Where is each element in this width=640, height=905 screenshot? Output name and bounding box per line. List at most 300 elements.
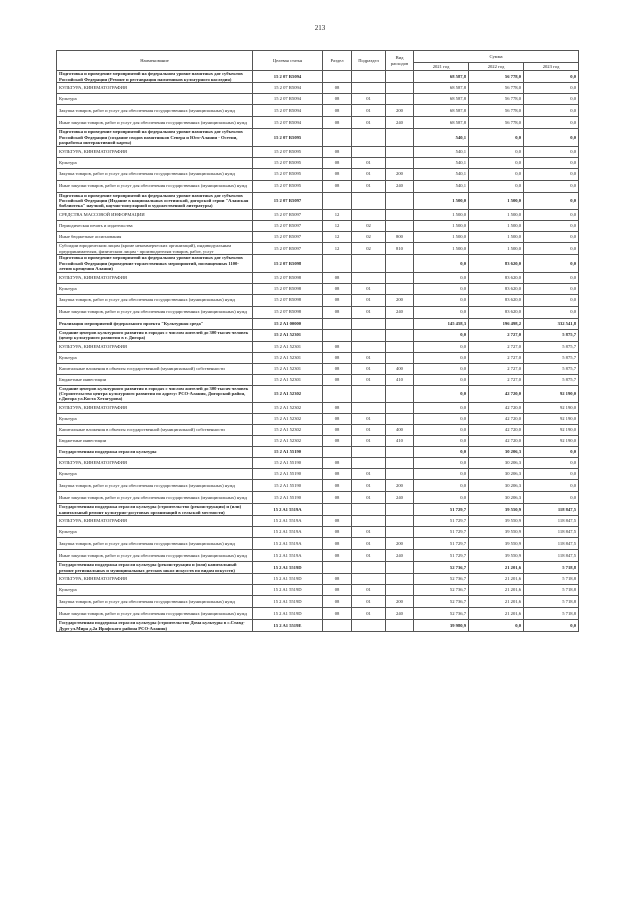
row-name: КУЛЬТУРА, КИНЕМАТОГРАФИЯ [57,341,253,352]
row-sum-2022: 21 201,6 [469,608,524,620]
row-sum-2021: 68 587,8 [414,83,469,94]
row-section: 08 [323,272,352,283]
table-row [57,168,579,180]
row-name: Подготовка и проведение мероприятий на федеральном уровне памятных дат субъектов Российской Федерации (проведение торжественных мероприятий, посвященных 1100-летию крещения Алании) [57,255,253,273]
row-sum-2022: 2 727,0 [469,352,524,363]
row-sum-2023: 0,0 [524,272,579,283]
row-name: Подготовка и проведение мероприятий на федеральном уровне памятных дат субъектов Российской Федерации (Ремонт и реставрация памятников культурного наследия) [57,71,253,83]
row-sum-2022: 0,0 [469,146,524,157]
row-sum-2021: 1 500,0 [414,192,469,210]
row-sum-2021: 1 500,0 [414,232,469,243]
row-expense-type [386,458,414,469]
row-sum-2023: 0,0 [524,94,579,105]
row-sum-2022: 2 727,0 [469,329,524,341]
row-sum-2023: 0,0 [524,83,579,94]
table-row [57,94,579,105]
row-section [323,562,352,574]
row-name: Государственная поддержка отрасли культуры (реконструкция и (или) капитальный ремонт региональных и муниципальных детских школ искусств по видам искусств) [57,562,253,574]
row-sum-2021: 0,0 [414,385,469,403]
row-subsection: 01 [352,168,386,180]
row-sum-2022: 30 206,3 [469,480,524,492]
row-sum-2023: 0,0 [524,210,579,221]
row-target-code: 15 2 07 R5098 [253,283,323,294]
table-row [57,414,579,425]
row-subsection [352,458,386,469]
row-sum-2021: 0,0 [414,352,469,363]
row-sum-2021: 0,0 [414,255,469,273]
header-year-2023: 2023 год [524,63,579,71]
row-sum-2021: 0,0 [414,447,469,458]
row-section: 08 [323,117,352,129]
table-row [57,329,579,341]
table-row [57,157,579,168]
row-sum-2023: 5 718,8 [524,596,579,608]
row-sum-2023: 0,0 [524,192,579,210]
row-sum-2021: 540,1 [414,180,469,192]
row-sum-2021: 51 729,7 [414,550,469,562]
row-section: 08 [323,105,352,117]
row-sum-2023: 0,0 [524,243,579,255]
row-name: КУЛЬТУРА, КИНЕМАТОГРАФИЯ [57,574,253,585]
table-row [57,129,579,147]
row-expense-type [386,94,414,105]
table-row [57,210,579,221]
row-expense-type [386,352,414,363]
row-sum-2022: 0,0 [469,180,524,192]
row-section: 08 [323,341,352,352]
row-section: 08 [323,168,352,180]
row-expense-type [386,272,414,283]
table-row [57,436,579,447]
table-row [57,425,579,436]
row-subsection: 01 [352,585,386,596]
row-sum-2023: 0,0 [524,105,579,117]
row-target-code: 15 2 A1 5519A [253,504,323,516]
row-subsection: 02 [352,232,386,243]
row-section: 08 [323,469,352,480]
row-sum-2023: 118 847,5 [524,538,579,550]
row-name: Иные закупки товаров, работ и услуг для обеспечения государственных (муниципальных) нужд [57,117,253,129]
row-subsection: 01 [352,425,386,436]
row-name: СРЕДСТВА МАССОВОЙ ИНФОРМАЦИИ [57,210,253,221]
row-name: Государственная поддержка отрасли культуры [57,447,253,458]
row-target-code: 15 2 07 R5098 [253,255,323,273]
row-target-code: 15 2 A1 5519A [253,538,323,550]
row-sum-2021: 540,1 [414,129,469,147]
row-subsection: 01 [352,94,386,105]
row-sum-2021: 0,0 [414,436,469,447]
row-target-code: 15 2 A1 52302 [253,414,323,425]
table-row [57,385,579,403]
row-name: Закупка товаров, работ и услуг для обеспечения государственных (муниципальных) нужд [57,596,253,608]
row-target-code: 15 2 A1 5519D [253,574,323,585]
row-name: Государственная поддержка отрасли культуры (строительство Дома культуры в с.Ставд-Дурт ул.Мира д.2а Ирафского района РСО-Алания) [57,620,253,632]
table-row [57,516,579,527]
row-target-code: 15 2 A1 52301 [253,374,323,385]
row-section [323,71,352,83]
row-sum-2023: 0,0 [524,232,579,243]
row-expense-type [386,469,414,480]
row-sum-2021: 68 587,8 [414,117,469,129]
row-name: КУЛЬТУРА, КИНЕМАТОГРАФИЯ [57,403,253,414]
row-sum-2023: 0,0 [524,168,579,180]
row-target-code: 15 2 A1 5519A [253,527,323,538]
table-row [57,596,579,608]
row-sum-2023: 0,0 [524,117,579,129]
table-row [57,492,579,504]
table-row [57,221,579,232]
row-subsection: 01 [352,157,386,168]
table-header [57,51,579,71]
row-target-code: 15 2 07 R5098 [253,306,323,318]
row-expense-type [386,329,414,341]
row-sum-2022: 30 206,3 [469,492,524,504]
row-sum-2022: 21 201,6 [469,562,524,574]
row-sum-2022: 39 550,9 [469,527,524,538]
row-subsection [352,341,386,352]
budget-table [56,50,579,632]
row-name: Закупка товаров, работ и услуг для обеспечения государственных (муниципальных) нужд [57,480,253,492]
row-sum-2021: 1 500,0 [414,210,469,221]
row-section: 12 [323,221,352,232]
table-row [57,574,579,585]
row-sum-2022: 1 500,0 [469,210,524,221]
row-sum-2021: 0,0 [414,294,469,306]
row-sum-2022: 1 500,0 [469,192,524,210]
table-row [57,538,579,550]
row-subsection [352,562,386,574]
row-subsection: 02 [352,221,386,232]
row-section: 08 [323,94,352,105]
row-subsection [352,146,386,157]
table-row [57,374,579,385]
row-subsection: 01 [352,480,386,492]
row-expense-type [386,255,414,273]
row-expense-type [386,414,414,425]
row-expense-type [386,562,414,574]
row-sum-2023: 5 875,7 [524,329,579,341]
row-subsection: 01 [352,105,386,117]
row-subsection [352,318,386,329]
row-subsection [352,516,386,527]
table-row [57,608,579,620]
row-sum-2023: 0,0 [524,458,579,469]
row-sum-2021: 0,0 [414,341,469,352]
row-sum-2022: 56 778,0 [469,71,524,83]
row-sum-2021: 0,0 [414,329,469,341]
row-name: Субсидии юридическим лицам (кроме некоммерческих организаций), индивидуальным предпринимателям, физическим лицам - производителям товаров, работ, услуг [57,243,253,255]
row-name: КУЛЬТУРА, КИНЕМАТОГРАФИЯ [57,272,253,283]
row-expense-type: 200 [386,538,414,550]
table-row [57,562,579,574]
row-expense-type [386,83,414,94]
row-subsection [352,620,386,632]
row-name: Периодическая печать и издательства [57,221,253,232]
row-sum-2022: 0,0 [469,620,524,632]
row-name: Культура [57,94,253,105]
row-sum-2022: 42 720,0 [469,414,524,425]
row-expense-type [386,221,414,232]
row-expense-type: 200 [386,596,414,608]
row-target-code: 15 2 A1 00000 [253,318,323,329]
row-target-code: 15 2 A1 52301 [253,363,323,374]
table-row [57,585,579,596]
row-target-code: 15 2 A1 52302 [253,436,323,447]
row-subsection [352,403,386,414]
table-row [57,403,579,414]
row-sum-2023: 92 190,0 [524,425,579,436]
table-row [57,255,579,273]
row-expense-type [386,283,414,294]
row-target-code: 15 2 07 R5097 [253,221,323,232]
row-name: Создание центров культурного развития в городах с числом жителей до 300 тысяч человек (центр культурного развития в г. Дигора) [57,329,253,341]
row-target-code: 15 2 07 R5095 [253,157,323,168]
row-target-code: 15 2 A1 55190 [253,480,323,492]
row-name: КУЛЬТУРА, КИНЕМАТОГРАФИЯ [57,83,253,94]
row-sum-2023: 92 190,0 [524,436,579,447]
header-year-2021: 2021 год [414,63,469,71]
row-subsection: 01 [352,608,386,620]
table-row [57,105,579,117]
row-name: КУЛЬТУРА, КИНЕМАТОГРАФИЯ [57,146,253,157]
row-sum-2022: 30 206,3 [469,458,524,469]
row-expense-type [386,504,414,516]
row-section: 08 [323,146,352,157]
row-subsection [352,255,386,273]
row-sum-2021: 0,0 [414,492,469,504]
row-section: 08 [323,516,352,527]
row-sum-2022: 39 550,9 [469,538,524,550]
table-row [57,283,579,294]
row-sum-2023: 5 718,8 [524,574,579,585]
row-section: 08 [323,527,352,538]
row-target-code: 15 2 A1 55190 [253,447,323,458]
row-section: 08 [323,83,352,94]
row-target-code: 15 2 A1 52302 [253,403,323,414]
row-expense-type [386,527,414,538]
row-name: Иные закупки товаров, работ и услуг для обеспечения государственных (муниципальных) нужд [57,306,253,318]
row-section [323,504,352,516]
header-year-2022: 2022 год [469,63,524,71]
row-section: 08 [323,425,352,436]
row-name: Бюджетные инвестиции [57,436,253,447]
row-sum-2022: 56 778,0 [469,94,524,105]
row-sum-2022: 2 727,0 [469,374,524,385]
row-sum-2021: 0,0 [414,363,469,374]
row-sum-2023: 0,0 [524,469,579,480]
row-name: Культура [57,352,253,363]
row-sum-2021: 39 980,9 [414,620,469,632]
row-sum-2022: 83 620,0 [469,255,524,273]
row-sum-2023: 0,0 [524,157,579,168]
row-sum-2023: 0,0 [524,255,579,273]
row-target-code: 15 2 07 R5095 [253,129,323,147]
row-expense-type: 800 [386,232,414,243]
row-section [323,620,352,632]
row-target-code: 15 2 07 R5095 [253,168,323,180]
row-subsection [352,504,386,516]
row-sum-2023: 118 847,5 [524,516,579,527]
row-sum-2021: 540,1 [414,168,469,180]
row-subsection: 01 [352,374,386,385]
row-sum-2022: 30 206,3 [469,447,524,458]
row-sum-2021: 52 736,7 [414,608,469,620]
table-row [57,232,579,243]
row-section: 08 [323,480,352,492]
row-target-code: 15 2 A1 52301 [253,352,323,363]
row-target-code: 15 2 A1 5519D [253,608,323,620]
row-target-code: 15 2 07 R5094 [253,94,323,105]
table-row [57,318,579,329]
row-name: Закупка товаров, работ и услуг для обеспечения государственных (муниципальных) нужд [57,294,253,306]
row-sum-2021: 540,1 [414,146,469,157]
header-name: Наименование [57,51,253,71]
row-subsection: 01 [352,469,386,480]
row-sum-2022: 0,0 [469,168,524,180]
row-target-code: 15 2 07 R5095 [253,146,323,157]
row-section [323,329,352,341]
row-section: 08 [323,294,352,306]
row-sum-2021: 0,0 [414,374,469,385]
row-target-code: 15 2 A1 55190 [253,492,323,504]
table-row [57,550,579,562]
table-row [57,306,579,318]
row-name: Государственная поддержка отрасли культуры (строительство (реконструкция) и (или) капитальный ремонт культурно-досуговых организаций в сельской местности) [57,504,253,516]
row-sum-2021: 1 500,0 [414,221,469,232]
row-sum-2022: 56 778,0 [469,105,524,117]
row-target-code: 15 2 07 R5097 [253,243,323,255]
table-row [57,458,579,469]
row-expense-type: 810 [386,243,414,255]
row-sum-2022: 56 778,0 [469,117,524,129]
row-sum-2022: 0,0 [469,157,524,168]
row-section [323,318,352,329]
row-target-code: 15 2 A1 55190 [253,469,323,480]
row-subsection: 02 [352,243,386,255]
table-row [57,620,579,632]
row-sum-2023: 0,0 [524,146,579,157]
row-sum-2022: 39 550,9 [469,516,524,527]
row-expense-type: 240 [386,117,414,129]
row-expense-type: 200 [386,105,414,117]
row-sum-2023: 0,0 [524,492,579,504]
row-sum-2022: 1 500,0 [469,232,524,243]
row-subsection: 01 [352,306,386,318]
row-subsection: 01 [352,363,386,374]
row-expense-type [386,157,414,168]
row-expense-type [386,516,414,527]
row-target-code: 15 2 07 R5098 [253,294,323,306]
row-target-code: 15 2 A1 52301 [253,341,323,352]
row-expense-type [386,192,414,210]
row-section: 08 [323,436,352,447]
table-row [57,71,579,83]
row-expense-type [386,129,414,147]
table-row [57,192,579,210]
row-sum-2023: 5 875,7 [524,374,579,385]
row-expense-type: 410 [386,374,414,385]
row-name: Иные закупки товаров, работ и услуг для обеспечения государственных (муниципальных) нужд [57,180,253,192]
row-sum-2023: 0,0 [524,71,579,83]
row-sum-2022: 83 620,0 [469,306,524,318]
row-expense-type [386,385,414,403]
row-expense-type [386,447,414,458]
row-target-code: 15 2 A1 52302 [253,425,323,436]
row-sum-2023: 5 718,8 [524,585,579,596]
row-sum-2022: 0,0 [469,129,524,147]
row-expense-type [386,318,414,329]
table-row [57,447,579,458]
row-sum-2021: 68 587,8 [414,105,469,117]
row-target-code: 15 2 07 R5094 [253,117,323,129]
row-subsection [352,329,386,341]
row-target-code: 15 2 07 R5094 [253,105,323,117]
row-sum-2023: 118 847,5 [524,504,579,516]
row-sum-2023: 0,0 [524,283,579,294]
table-row [57,352,579,363]
row-target-code: 15 2 A1 5519D [253,585,323,596]
row-section: 08 [323,363,352,374]
row-section: 08 [323,596,352,608]
row-sum-2023: 5 875,7 [524,341,579,352]
row-sum-2023: 0,0 [524,306,579,318]
row-target-code: 15 2 07 R5097 [253,192,323,210]
table-row [57,294,579,306]
row-section: 08 [323,180,352,192]
row-sum-2021: 51 729,7 [414,516,469,527]
row-sum-2023: 118 847,5 [524,550,579,562]
row-name: Культура [57,414,253,425]
row-sum-2021: 0,0 [414,272,469,283]
row-subsection [352,447,386,458]
row-sum-2021: 0,0 [414,414,469,425]
row-sum-2021: 540,1 [414,157,469,168]
table-row [57,527,579,538]
row-subsection: 01 [352,550,386,562]
row-section: 08 [323,403,352,414]
row-subsection: 01 [352,492,386,504]
row-target-code: 15 2 A1 52301 [253,329,323,341]
row-sum-2023: 0,0 [524,129,579,147]
row-expense-type: 410 [386,436,414,447]
table-row [57,272,579,283]
row-expense-type [386,620,414,632]
row-sum-2023: 0,0 [524,294,579,306]
row-name: Культура [57,157,253,168]
row-expense-type: 240 [386,550,414,562]
row-target-code: 15 2 A1 5519A [253,550,323,562]
row-subsection: 01 [352,180,386,192]
row-name: Капитальные вложения в объекты государственной (муниципальной) собственности [57,425,253,436]
row-sum-2021: 52 736,7 [414,596,469,608]
row-subsection [352,574,386,585]
row-sum-2021: 0,0 [414,306,469,318]
page-number: 213 [314,24,326,32]
row-subsection: 01 [352,283,386,294]
row-sum-2022: 83 620,0 [469,272,524,283]
row-name: КУЛЬТУРА, КИНЕМАТОГРАФИЯ [57,516,253,527]
row-subsection: 01 [352,436,386,447]
row-sum-2022: 42 720,0 [469,436,524,447]
table-body [57,71,579,632]
row-subsection: 01 [352,352,386,363]
row-section: 12 [323,210,352,221]
row-sum-2023: 0,0 [524,620,579,632]
row-section: 08 [323,458,352,469]
row-sum-2023: 0,0 [524,480,579,492]
row-section [323,255,352,273]
row-name: Создание центров культурного развития в городах с числом жителей до 300 тысяч человек (Строительство центра культурного развития по адресу: РСО-Алания, Дигорский район, г.Дигора ул.Коста Хетагурова) [57,385,253,403]
